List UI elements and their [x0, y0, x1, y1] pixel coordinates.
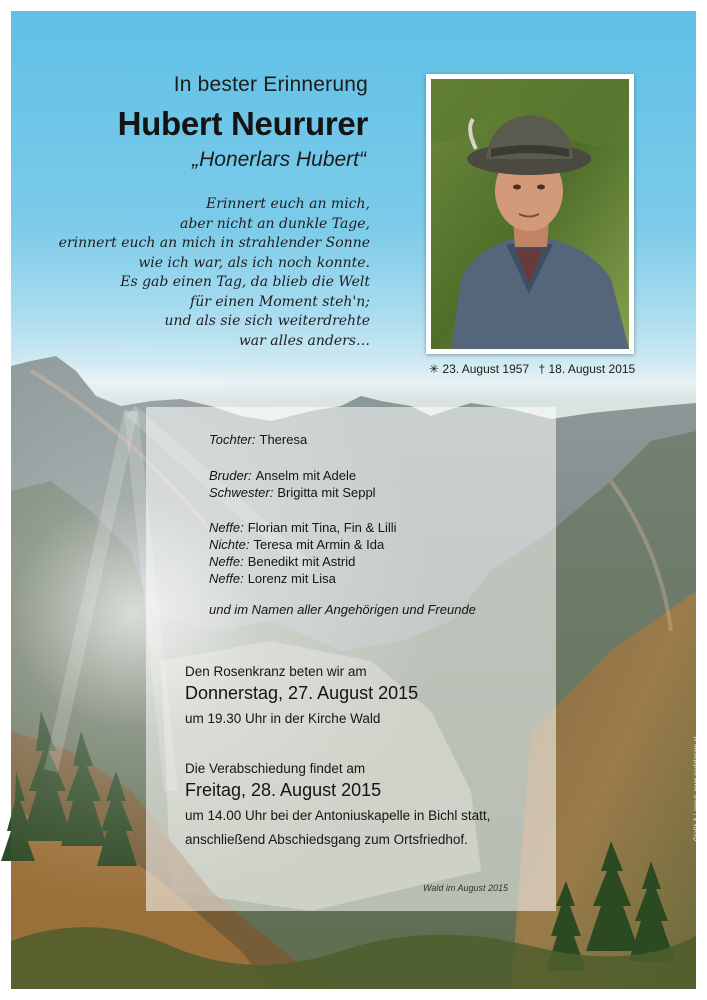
family-entry: [209, 432, 307, 447]
rosary-date: Donnerstag, 27. August 2015: [185, 683, 419, 703]
family-relation: Neffe:: [209, 571, 244, 586]
family-relation: Schwester:: [209, 485, 274, 500]
memorial-intro: In bester Erinnerung: [173, 73, 368, 96]
family-relation: Neffe:: [209, 520, 244, 535]
family-entry: [209, 485, 376, 500]
portrait-photo: [431, 79, 629, 349]
poem-line: für einen Moment steh'n;: [190, 293, 370, 310]
memorial-poem: [40, 195, 370, 351]
family-entry: [209, 537, 384, 552]
poem-line: Erinnert euch an mich,: [206, 196, 370, 212]
rosary-intro: Den Rosenkranz beten wir am: [185, 664, 367, 679]
farewell-detail: anschließend Abschiedsgang zum Ortsfriedhof.: [185, 832, 468, 847]
family-relation: Bruder:: [209, 468, 252, 483]
deceased-nickname: „Honerlars Hubert“: [192, 148, 366, 171]
birth-date: ✳ 23. August 1957: [429, 362, 530, 376]
parte-card: [11, 11, 700, 989]
family-names: Anselm mit Adele: [255, 468, 357, 483]
portrait-photo-frame: [426, 74, 634, 354]
poem-line: erinnert euch an mich in strahlender Sonne: [58, 235, 370, 251]
deceased-name: Hubert Neururer: [117, 105, 368, 142]
poem-line: war alles anders…: [238, 332, 370, 349]
family-names: Benedikt mit Astrid: [247, 554, 356, 569]
closing-line: und im Namen aller Angehörigen und Freunde: [209, 602, 476, 617]
design-credit-text: Grafik & Layout: www.pedidesign.at: [694, 736, 700, 841]
family-names: Florian mit Tina, Fin & Lilli: [247, 520, 397, 535]
poem-line: und als sie sich weiterdrehte: [164, 313, 370, 329]
family-names: Lorenz mit Lisa: [247, 571, 336, 586]
family-relation: Tochter:: [209, 432, 256, 447]
death-date: † 18. August 2015: [538, 362, 636, 376]
design-credit: [686, 731, 700, 841]
rosary-detail: um 19.30 Uhr in der Kirche Wald: [185, 711, 381, 726]
family-names: Teresa mit Armin & Ida: [253, 537, 385, 552]
family-entry: [209, 571, 336, 586]
family-relation: Neffe:: [209, 554, 244, 569]
family-entry: [209, 520, 397, 535]
poem-line: aber nicht an dunkle Tage,: [180, 215, 370, 232]
farewell-detail: um 14.00 Uhr bei der Antoniuskapelle in Bichl statt,: [185, 808, 491, 823]
family-names: Theresa: [259, 432, 308, 447]
poem-line: Es gab einen Tag, da blieb die Welt: [120, 274, 370, 290]
life-dates: [429, 362, 641, 376]
family-relation: Nichte:: [209, 537, 250, 552]
family-entry: [209, 468, 356, 483]
place-date: Wald im August 2015: [423, 883, 509, 893]
family-entry: [209, 554, 355, 569]
poem-line: wie ich war, als ich noch konnte.: [138, 254, 370, 271]
farewell-date: Freitag, 28. August 2015: [185, 780, 382, 800]
family-names: Brigitta mit Seppl: [277, 485, 376, 500]
farewell-intro: Die Verabschiedung findet am: [185, 761, 366, 776]
